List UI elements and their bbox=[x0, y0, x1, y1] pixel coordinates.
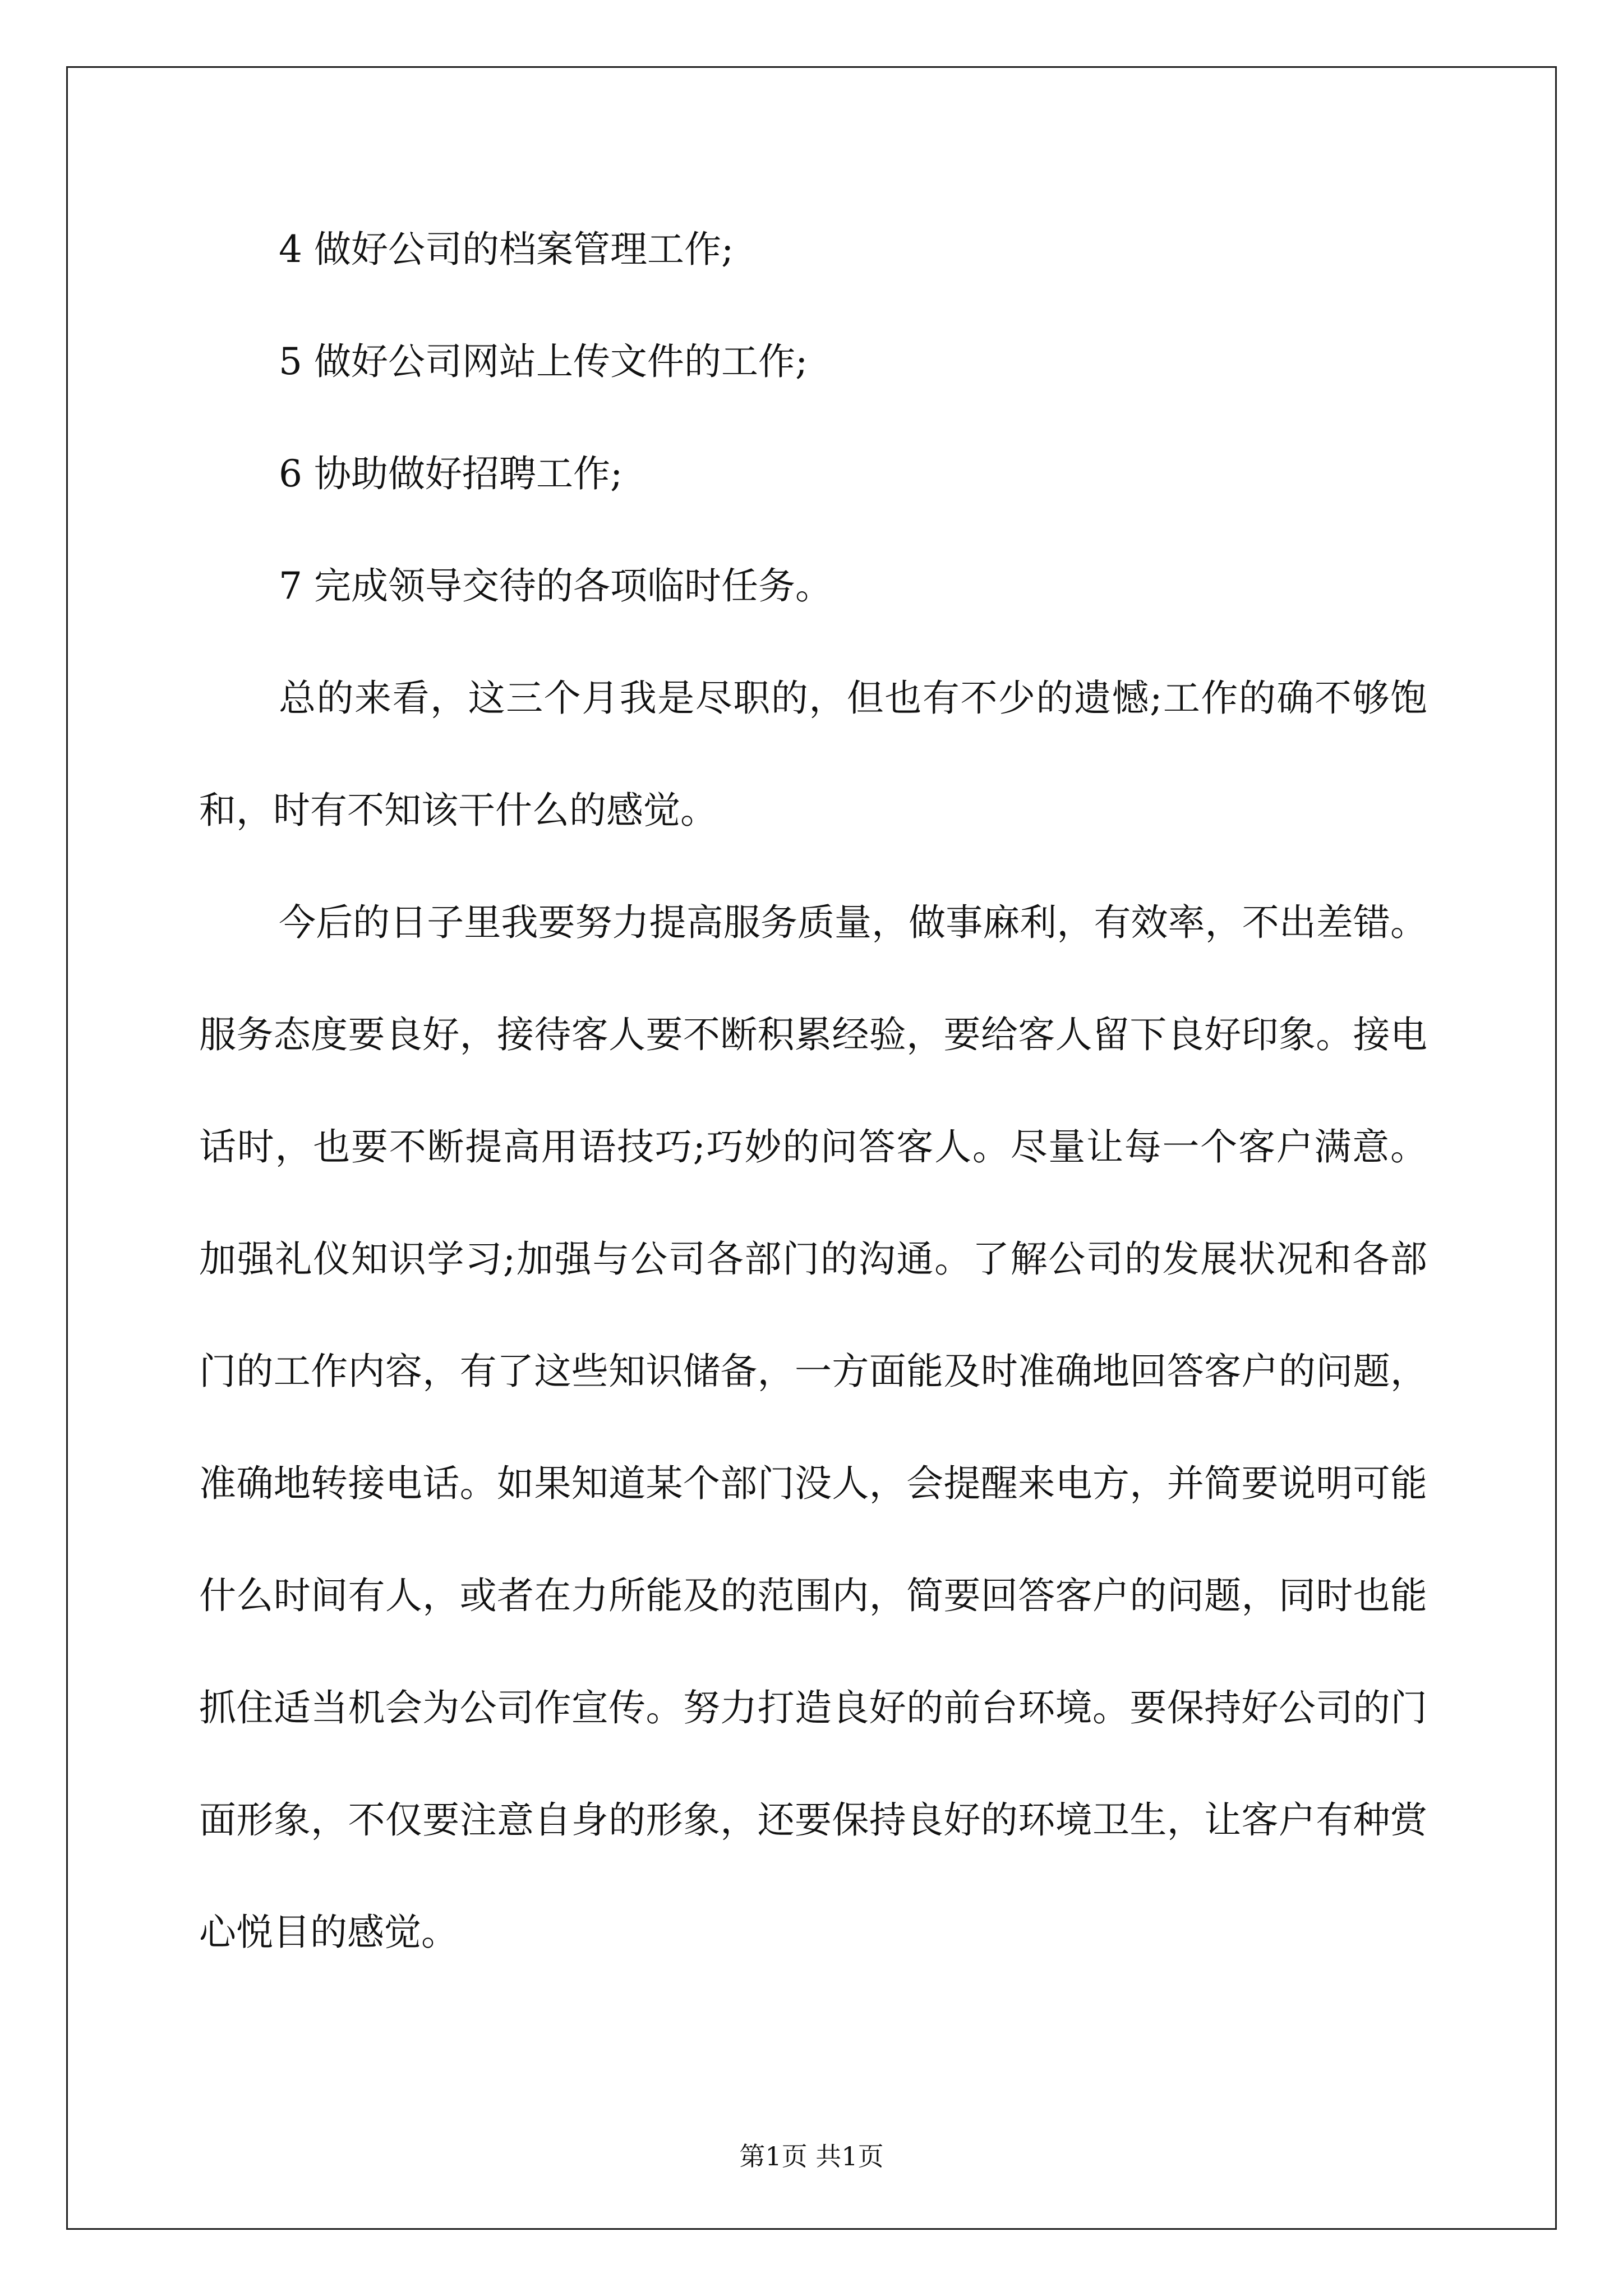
list-item: 7 完成领导交待的各项临时任务。 bbox=[279, 564, 832, 608]
document-body bbox=[199, 220, 1427, 1989]
list-item: 6 协助做好招聘工作; bbox=[279, 452, 623, 495]
paragraph-future-plan: 今后的日子里我要努力提高服务质量，做事麻利，有效率，不出差错。服务态度要良好，接待客人要不断积累经验，要给客人留下良好印象。接电话时，也要不断提高用语技巧;巧妙的问答客人。尽量让每一个客户满意。加强礼仪知识学习;加强与公司各部门的沟通。了解公司的发展状况和各部门的工作内容，有了这些知识储备，一方面能及时准确地回答客户的问题，准确地转接电话。如果知道某个部门没人，会提醒来电方，并简要说明可能什么时间有人，或者在力所能及的范围内，简要回答客户的问题，同时也能抓住适当机会为公司作宣传。努力打造良好的前台环境。要保持好公司的门面形象，不仅要注意自身的形象，还要保持良好的环境卫生，让客户有种赏心悦目的感觉。 bbox=[199, 901, 1427, 1954]
list-item: 5 做好公司网站上传文件的工作; bbox=[279, 340, 808, 383]
paragraph-summary: 总的来看，这三个月我是尽职的，但也有不少的遗憾;工作的确不够饱和，时有不知该干什么的感觉。 bbox=[199, 677, 1427, 832]
list-item: 4 做好公司的档案管理工作; bbox=[279, 228, 734, 271]
page-number-footer: 第1页 共1页 bbox=[739, 2141, 884, 2171]
